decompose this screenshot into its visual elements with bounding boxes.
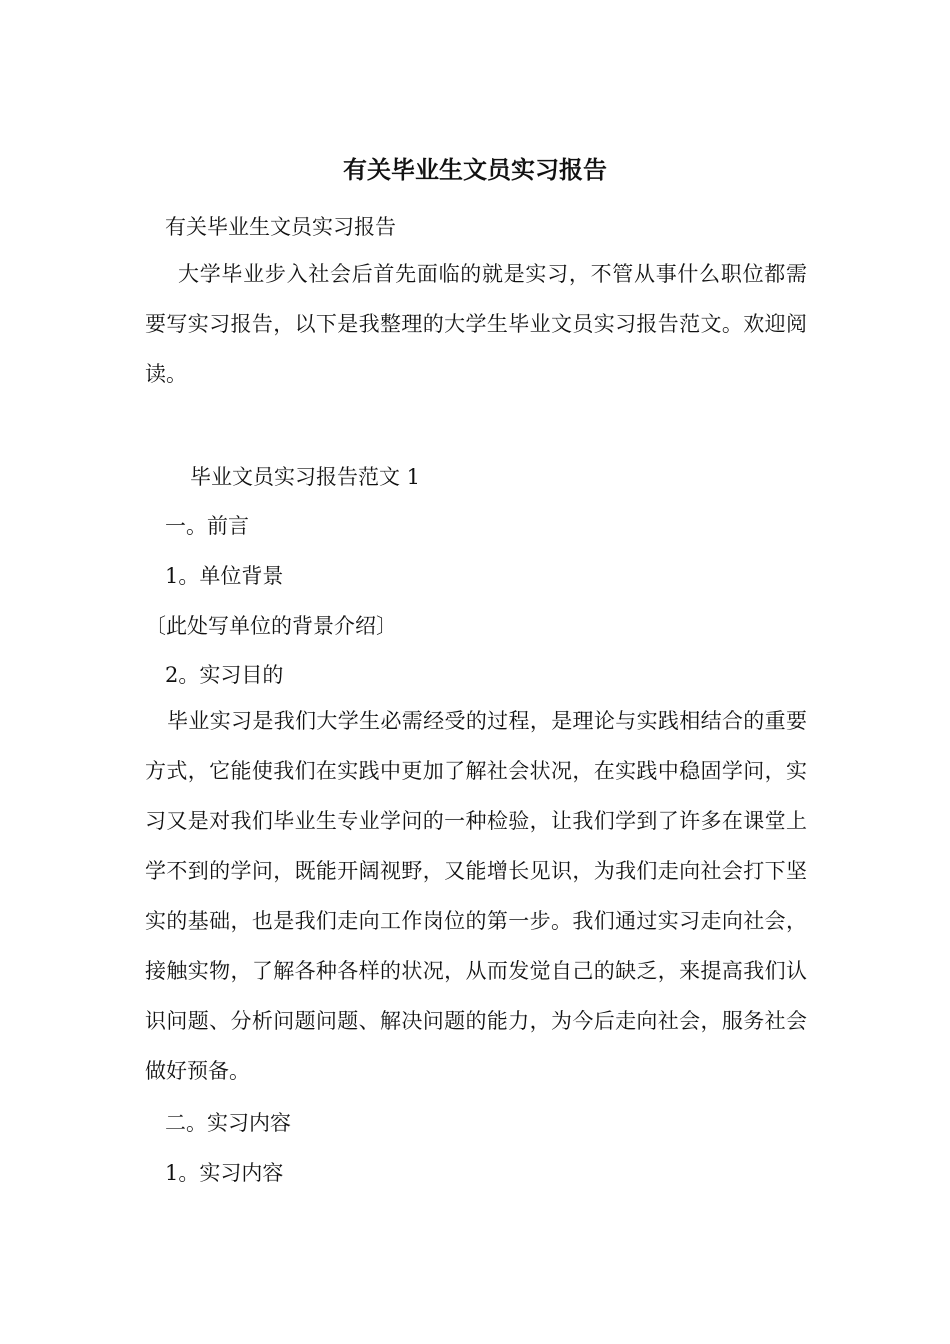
item-1-note: 〔此处写单位的背景介绍〕 [145,614,397,638]
item-1-heading: 1。单位背景 [165,564,284,588]
section-2-item-1: 1。实习内容 [165,1161,284,1185]
intro-paragraph: 大学毕业步入社会后首先面临的就是实习，不管从事什么职位都需要写实习报告，以下是我整理的大学生毕业文员实习报告范文。欢迎阅读。 [145,262,807,386]
section-1-heading: 一。前言 [165,514,249,538]
document-subtitle: 有关毕业生文员实习报告 [165,215,396,239]
document-title: 有关毕业生文员实习报告 [343,156,607,184]
sample-heading: 毕业文员实习报告范文 1 [190,465,421,489]
item-2-heading: 2。实习目的 [165,663,284,687]
item-2-body: 毕业实习是我们大学生必需经受的过程，是理论与实践相结合的重要方式，它能使我们在实践中更加了解社会状况，在实践中稳固学问，实习又是对我们毕业生专业学问的一种检验，让我们学到了许多在课堂上学不到的学问，既能开阔视野，又能增长见识，为我们走向社会打下坚实的基础，也是我们走向工作岗位的第一步。我们通过实习走向社会，接触实物，了解各种各样的状况，从而发觉自己的缺乏，来提高我们认识问题、分析问题问题、解决问题的能力，为今后走向社会，服务社会做好预备。 [145,709,807,1083]
section-2-heading: 二。实习内容 [165,1111,291,1135]
